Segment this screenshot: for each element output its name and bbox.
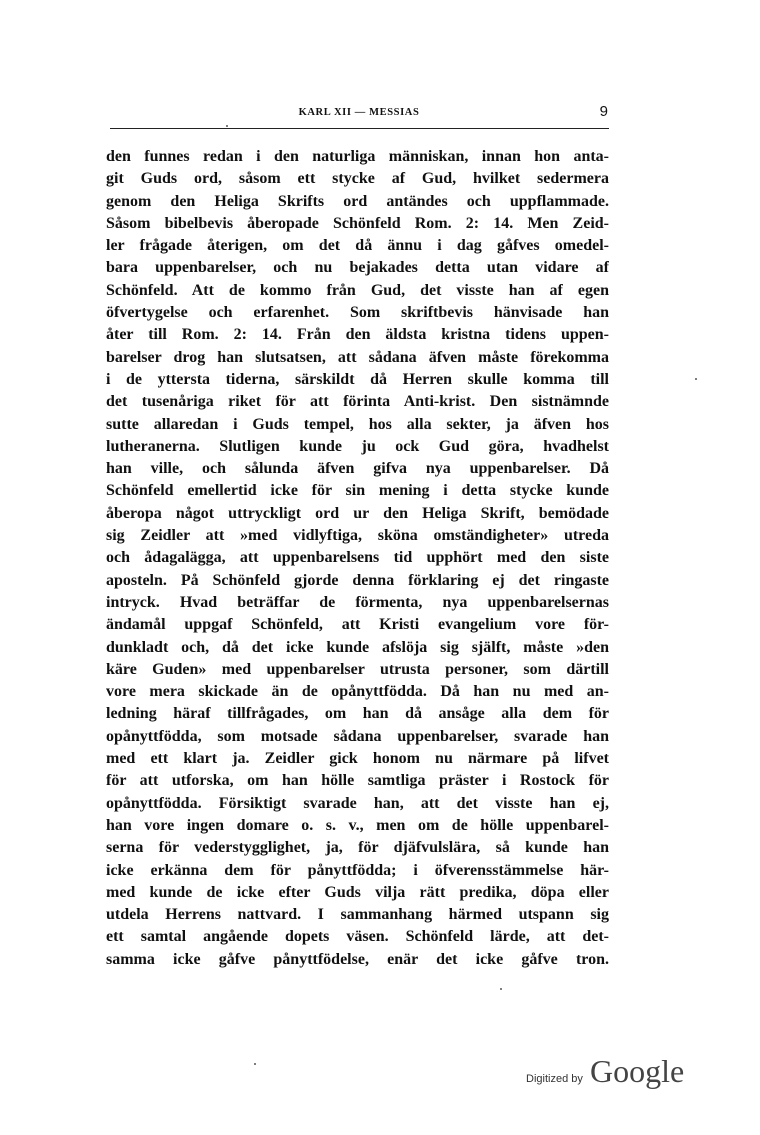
text-line: i de yttersta tiderna, särskildt då Herren skulle komma till	[106, 370, 609, 388]
text-line: öfvertygelse och erfarenhet. Som skriftbevis hänvisade han	[106, 304, 609, 322]
text-line: barelser drog han slutsatsen, att sådana äfven måste förekomma	[106, 348, 609, 366]
text-line: vore mera skickade än de opånyttfödda. Då han nu med an-	[106, 683, 609, 701]
text-line: Schönfeld. Att de kommo från Gud, det visste han af egen	[106, 281, 609, 299]
text-line: lutheranerna. Slutligen kunde ju ock Gud göra, hvadhelst	[106, 437, 609, 455]
text-line: käre Guden» med uppenbarelser utrusta personer, som därtill	[106, 660, 609, 678]
text-line: ler frågade återigen, om det då ännu i dag gåfves omedel-	[106, 237, 609, 255]
text-line: åter till Rom. 2: 14. Från den äldsta kristna tidens uppen-	[106, 326, 609, 344]
text-line: ändamål uppgaf Schönfeld, att Kristi evangelium vore för-	[106, 616, 609, 634]
text-line: intryck. Hvad beträffar de förmenta, nya uppenbarelsernas	[106, 593, 609, 611]
text-line: serna för vederstygglighet, ja, för djäfvulslära, så kunde han	[106, 839, 609, 857]
text-line: dunkladt och, då det icke kunde afslöja sig själft, måste »den	[106, 638, 609, 656]
page-number: 9	[599, 103, 608, 120]
text-line: ledning häraf tillfrågades, om han då ansåge alla dem för	[106, 705, 609, 723]
text-line: genom den Heliga Skrifts ord antändes och uppflammade.	[106, 192, 609, 210]
digitized-by-label: Digitized by	[526, 1073, 583, 1085]
text-line: opånyttfödda, som motsade sådana uppenbarelser, svarade han	[106, 727, 609, 745]
text-line: Schönfeld emellertid icke för sin mening i detta stycke kunde	[106, 482, 609, 500]
running-title: KARL XII — MESSIAS	[298, 107, 420, 118]
scan-speck	[695, 378, 697, 380]
header-rule	[110, 128, 609, 129]
text-line: icke erkänna dem för pånyttfödda; i öfverensstämmelse här-	[106, 861, 609, 879]
text-line: han vore ingen domare o. s. v., men om de hölle uppenbarel-	[106, 816, 609, 834]
text-line: för att utforska, om han hölle samtliga präster i Rostock för	[106, 772, 609, 790]
scan-speck	[500, 988, 502, 990]
text-line: utdela Herrens nattvard. I sammanhang härmed utspann sig	[106, 906, 609, 924]
text-line: git Guds ord, såsom ett stycke af Gud, hvilket sedermera	[106, 170, 609, 188]
text-line: den funnes redan i den naturliga människan, innan hon anta-	[106, 148, 609, 165]
text-line: ett samtal angående dopets väsen. Schönfeld lärde, att det-	[106, 928, 609, 946]
text-line: det tusenåriga riket för att förinta Anti-krist. Den sistnämnde	[106, 393, 609, 411]
body-text	[106, 146, 609, 971]
text-line: med kunde de icke efter Guds vilja rätt predika, döpa eller	[106, 883, 609, 901]
scan-speck	[254, 1063, 256, 1065]
digitized-watermark	[526, 1053, 686, 1093]
scan-speck	[226, 125, 228, 127]
text-line: opånyttfödda. Försiktigt svarade han, att det visste han ej,	[106, 794, 609, 812]
text-line: med ett klart ja. Zeidler gick honom nu närmare på lifvet	[106, 750, 609, 768]
text-line: bara uppenbarelser, och nu bejakades detta utan vidare af	[106, 259, 609, 277]
text-line: Såsom bibelbevis åberopade Schönfeld Rom. 2: 14. Men Zeid-	[106, 214, 609, 232]
text-line: åberopa något uttryckligt ord ur den Heliga Skrift, bemödade	[106, 504, 609, 522]
running-header	[110, 103, 608, 125]
text-line: samma icke gåfve pånyttfödelse, enär det icke gåfve tron.	[106, 950, 609, 968]
text-line: han ville, och sålunda äfven gifva nya uppenbarelser. Då	[106, 460, 609, 478]
text-line: sig Zeidler att »med vidlyftiga, sköna omständigheter» utreda	[106, 527, 609, 545]
google-logo: Google	[590, 1053, 685, 1089]
text-line: sutte allaredan i Guds tempel, hos alla sekter, ja äfven hos	[106, 415, 609, 433]
text-line: aposteln. På Schönfeld gjorde denna förklaring ej det ringaste	[106, 571, 609, 589]
text-line: och ådagalägga, att uppenbarelsens tid upphört med den siste	[106, 549, 609, 567]
